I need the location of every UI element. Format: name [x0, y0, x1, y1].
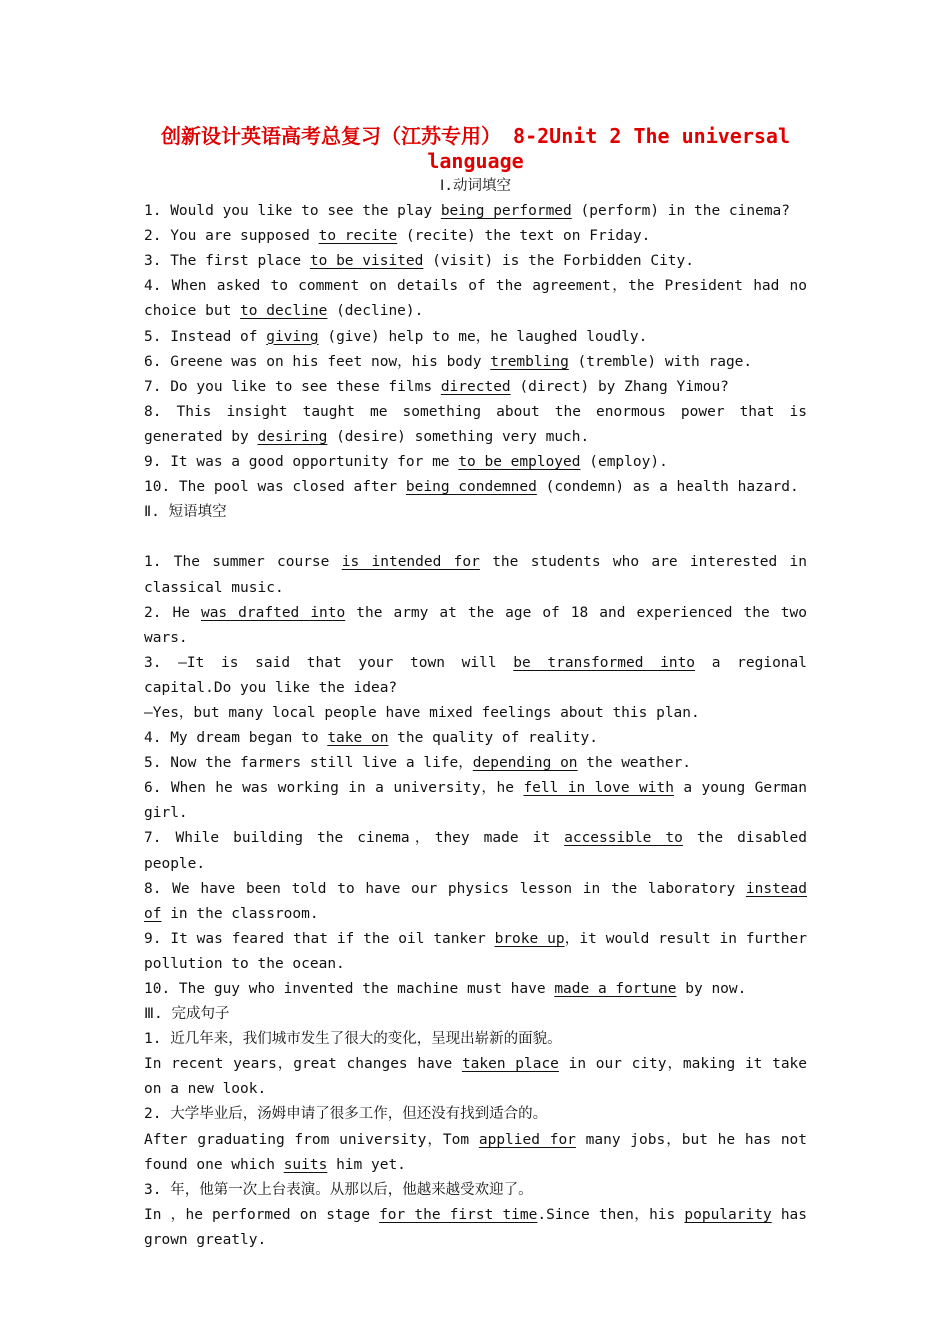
- item-text: the students who are interested in classical music.: [144, 554, 808, 596]
- text: .Since then，his: [537, 1206, 685, 1223]
- item-text: a young German girl.: [144, 780, 808, 822]
- item-text: ，it would result in further pollution to the ocean.: [144, 930, 807, 972]
- answer: accessible to: [564, 830, 683, 847]
- item-text: 8. This insight taught me something about the enormous power that is generated by: [144, 403, 807, 445]
- answer: desiring: [257, 428, 328, 445]
- exercise-item: [144, 701, 807, 726]
- item-text: (perform) in the cinema?: [571, 203, 791, 220]
- item-text: the disabled people.: [144, 830, 807, 872]
- answer: directed: [440, 378, 511, 395]
- item-text: (recite) the text on Friday.: [397, 228, 651, 245]
- question-3-english: [144, 1203, 807, 1253]
- item-text: 2. He: [144, 604, 201, 621]
- answer: to be visited: [309, 253, 424, 270]
- question-3-chinese: 3. 年，他第一次上台表演。从那以后，他越来越受欢迎了。: [144, 1181, 533, 1198]
- item-text: 7. Do you like to see these films: [144, 378, 441, 395]
- section-3-heading: Ⅲ. 完成句子: [144, 1006, 230, 1023]
- exercise-item: [144, 475, 807, 500]
- document-page: [144, 124, 807, 1253]
- text: many jobs，but he has not found one which: [144, 1131, 808, 1173]
- exercise-item: [144, 776, 807, 826]
- item-text: (condemn) as a health hazard.: [536, 479, 799, 496]
- exercise-item: [144, 350, 807, 375]
- item-text: 10. The guy who invented the machine must have: [144, 981, 555, 997]
- answer: applied for: [478, 1131, 576, 1148]
- item-text: (desire) something very much.: [327, 428, 590, 445]
- question-2-chinese: 2. 大学毕业后，汤姆申请了很多工作，但还没有找到适合的。: [144, 1106, 548, 1123]
- item-text: 6. When he was working in a university，he: [144, 780, 524, 797]
- answer: to decline: [240, 303, 328, 320]
- answer: for the first time: [379, 1206, 538, 1223]
- answer: is intended for: [341, 554, 480, 571]
- item-text: (direct) by Zhang Yimou?: [510, 378, 729, 395]
- answer: to recite: [318, 228, 398, 245]
- answer: trembling: [490, 353, 569, 370]
- exercise-item: [144, 877, 807, 927]
- item-text: 4. When asked to comment on details of the agreement，the President had no choice but: [144, 278, 807, 320]
- exercise-item: [144, 977, 807, 1002]
- answer: giving: [266, 328, 319, 345]
- question-1-chinese: 1. 近几年来，我们城市发生了很大的变化，呈现出崭新的面貌。: [144, 1031, 562, 1048]
- exercise-item: [144, 826, 807, 876]
- item-text: 8. We have been told to have our physics lesson in the laboratory: [144, 880, 746, 897]
- section-1-heading: Ⅰ.动词填空: [439, 178, 511, 194]
- text: in our city，making it take on a new look.: [144, 1056, 808, 1098]
- section-1-list: [144, 199, 807, 500]
- item-text: 1. Would you like to see the play: [144, 203, 441, 220]
- blank-line: [144, 525, 807, 550]
- item-text: 3. The first place: [144, 253, 310, 270]
- item-text: (decline).: [327, 303, 424, 320]
- answer: instead of: [144, 880, 807, 922]
- item-text: (visit) is the Forbidden City.: [423, 253, 694, 270]
- title-line-2: language: [427, 149, 524, 173]
- answer: be transformed into: [513, 654, 696, 671]
- exercise-item: [144, 726, 807, 751]
- text: has grown greatly.: [144, 1206, 808, 1248]
- text: In recent years，great changes have: [144, 1056, 462, 1073]
- section-2-heading: Ⅱ. 短语填空: [144, 504, 227, 521]
- exercise-item: [144, 751, 807, 776]
- exercise-item: [144, 274, 807, 324]
- exercise-item: [144, 199, 807, 224]
- item-text: the quality of reality.: [388, 730, 598, 747]
- question-2-english: [144, 1128, 807, 1178]
- exercise-item: [144, 249, 807, 274]
- exercise-item: [144, 601, 807, 651]
- item-text: 5. Now the farmers still live a life，: [144, 755, 473, 772]
- exercise-item: [144, 651, 807, 701]
- item-text: —Yes，but many local people have mixed feelings about this plan.: [144, 704, 700, 721]
- item-text: 1. The summer course: [144, 554, 342, 571]
- answer: suits: [283, 1156, 328, 1173]
- item-text: 2. You are supposed: [144, 228, 319, 245]
- item-text: 6. Greene was on his feet now，his body: [144, 353, 491, 370]
- exercise-item: [144, 224, 807, 249]
- item-text: (employ).: [580, 454, 668, 471]
- item-text: (tremble) with rage.: [568, 353, 753, 370]
- answer: was drafted into: [200, 604, 346, 621]
- text: After graduating from university，Tom: [144, 1131, 479, 1148]
- answer: popularity: [684, 1206, 772, 1223]
- item-text: 9. It was a good opportunity for me: [144, 454, 459, 471]
- exercise-item: [144, 450, 807, 475]
- answer: to be employed: [458, 454, 581, 471]
- title-line-1: 创新设计英语高考总复习（江苏专用） 8-2Unit 2 The universal: [161, 124, 790, 148]
- item-text: 9. It was feared that if the oil tanker: [144, 930, 495, 947]
- item-text: in the classroom.: [161, 905, 319, 922]
- exercise-item: [144, 375, 807, 400]
- section-2-list: [144, 550, 807, 1002]
- exercise-item: [144, 400, 807, 450]
- text: In ，he performed on stage: [144, 1206, 380, 1223]
- item-text: a regional capital.Do you like the idea?: [144, 654, 807, 696]
- item-text: (give) help to me，he laughed loudly.: [318, 328, 648, 345]
- answer: fell in love with: [523, 780, 674, 797]
- exercise-item: [144, 927, 807, 977]
- item-text: 10. The pool was closed after: [144, 479, 406, 496]
- text: him yet.: [327, 1156, 406, 1173]
- answer: broke up: [494, 930, 565, 947]
- answer: depending on: [472, 755, 578, 772]
- exercise-item: [144, 550, 807, 600]
- question-1-english: [144, 1052, 807, 1102]
- item-text: 7. While building the cinema，they made it: [144, 830, 565, 847]
- answer: made a fortune: [554, 981, 677, 997]
- answer: take on: [327, 730, 389, 747]
- answer: being condemned: [405, 479, 537, 496]
- item-text: 4. My dream began to: [144, 730, 328, 747]
- exercise-item: [144, 325, 807, 350]
- item-text: the army at the age of 18 and experienced the two wars.: [144, 604, 807, 646]
- item-text: the weather.: [577, 755, 692, 772]
- item-text: 5. Instead of: [144, 328, 267, 345]
- document-title: [144, 124, 807, 174]
- item-text: 3. —It is said that your town will: [144, 654, 514, 671]
- item-text: by now.: [676, 981, 747, 997]
- answer: being performed: [440, 203, 572, 220]
- answer: taken place: [461, 1056, 559, 1073]
